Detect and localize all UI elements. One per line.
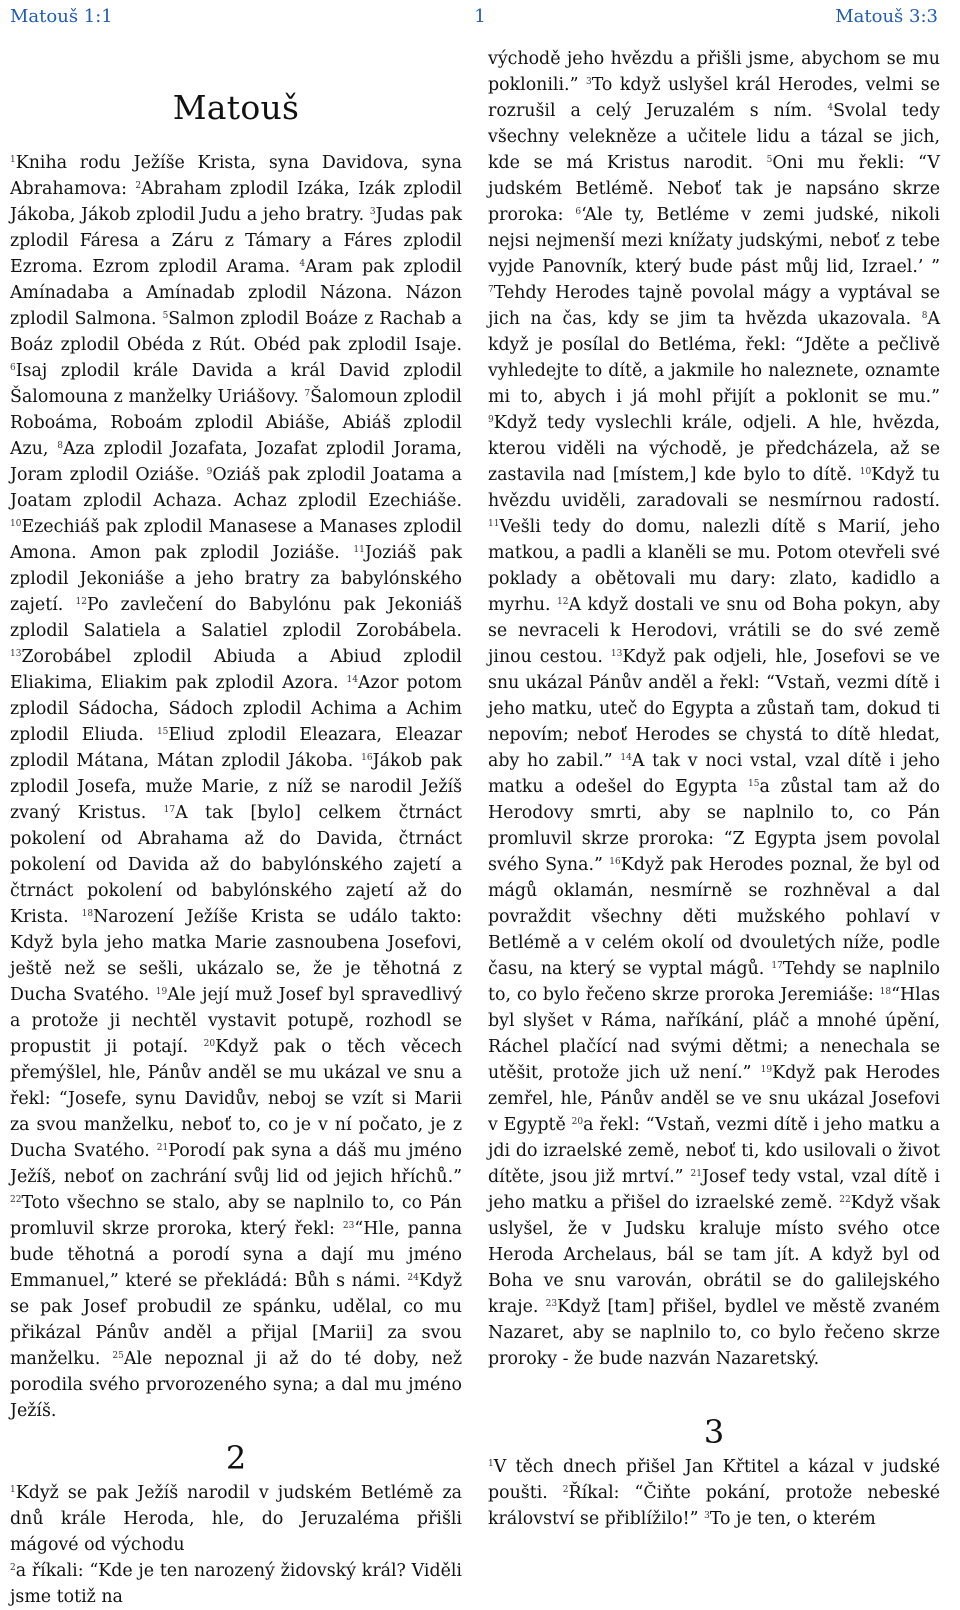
verse-text: V těch dnech přišel Jan Křtitel a kázal v judské poušti. <box>488 1457 940 1503</box>
chapter-2-paragraph-part-1 <box>10 1480 462 1558</box>
verse-text: Tehdy Herodes tajně povolal mágy a vyptával se jich na čas, kdy se jim ta hvězda ukazovala. <box>488 283 940 329</box>
verse-text: Vešli tedy do domu, nalezli dítě s Marií, jeho matkou, a padli a klaněli se mu. Potom otevřeli své poklady a obětovali mu dary: zlato, kadidlo a myrhu. <box>488 517 940 615</box>
verse-text: Ale nepoznal ji až do té doby, než porodila svého prvorozeného syna; a dal mu jméno Ježíš. <box>10 1349 462 1421</box>
verse-number: 13 <box>10 649 22 659</box>
verse-text: Svolal tedy všechny velekněze a učitele lidu a tázal se jich, kde se má Kristus narodit. <box>488 101 940 173</box>
verse <box>488 283 940 329</box>
verse-text: a říkali: “Kde je ten narozený židovský král? Viděli jsme totiž na <box>10 1561 462 1607</box>
verse-text: Isaj zplodil krále Davida a král David zplodil Šalomouna z manželky Uriášovy. <box>10 361 462 407</box>
verse-number: 3 <box>704 1511 710 1521</box>
verse-number: 1 <box>488 1459 494 1469</box>
verse-number: 6 <box>575 207 582 217</box>
verse-number: 6 <box>10 363 16 373</box>
verse-text: Když pak Herodes zemřel, hle, Pánův anděl se ve snu ukázal Josefovi v Egyptě <box>488 1063 940 1135</box>
verse-text: Judas pak zplodil Fáresa a Záru z Támary a Fáres zplodil Ezroma. Ezrom zplodil Arama. <box>10 205 462 277</box>
verse-text: Aza zplodil Jozafata, Jozafat zplodil Jorama, Joram zplodil Oziáše. <box>10 439 462 485</box>
verse-number: 17 <box>163 805 176 815</box>
verse-text: Když [tam] přišel, bydlel ve městě zvaném Nazaret, aby se naplnilo to, co bylo řečeno skrze proroky - že bude nazván Nazaretský. <box>488 1297 940 1369</box>
verse-text: Když pak Herodes poznal, že byl od mágů oklamán, nesmírně se rozhněval a dal povraždit všechny děti mužského pohlaví v Betlémě a v celém okolí od dvouletých níže, podle času, na který se vyptal mágů. <box>488 855 940 979</box>
verse-text: “Hle, panna bude těhotná a porodí syna a dají mu jméno Emmanuel,” které se překládá: Bůh s námi. <box>10 1219 462 1291</box>
verse-text: Oziáš pak zplodil Joatama a Joatam zplodil Achaza. Achaz zplodil Ezechiáše. <box>10 465 463 511</box>
verse-text: Eliud zplodil Eleazara, Eleazar zplodil Mátana, Mátan zplodil Jákoba. <box>10 725 462 771</box>
verse-number: 25 <box>112 1351 124 1361</box>
verse-text: Azor potom zplodil Sádocha, Sádoch zplodil Achima a Achim zplodil Eliuda. <box>10 673 462 745</box>
verse-text: a řekl: “Vstaň, vezmi dítě i jeho matku a jdi do izraelské země, neboť ti, kdo usilovali o život dítěte, jsou již mrtví.” <box>488 1115 940 1187</box>
verse-text: Když se pak Ježíš narodil v judském Betlémě za dnů krále Heroda, hle, do Jeruzaléma přišli mágové od východu <box>10 1483 462 1555</box>
verse-number: 4 <box>299 259 306 269</box>
verse-number: 2 <box>135 181 142 191</box>
verse-number: 7 <box>488 285 494 295</box>
verse-text: Když pak odjeli, hle, Josefovi se ve snu ukázal Pánův anděl a řekl: “Vstaň, vezmi dítě i jeho matku, uteč do Egypta a zůstaň tam, dokud ti nepovím; neboť Herodes se chystá to dítě hledat, aby ho zabil.” <box>488 647 940 771</box>
verse-text: Toto všechno se stalo, aby se naplnilo to, co Pán promluvil skrze proroka, který řekl: <box>10 1193 462 1239</box>
chapter-2-number: 2 <box>225 1439 247 1477</box>
verse-number: 5 <box>766 155 773 165</box>
verse-number: 19 <box>760 1065 773 1075</box>
verse-text: Jákob pak zplodil Josefa, muže Marie, z níž se narodil Ježíš zvaný Kristus. <box>10 751 462 823</box>
verse-text: ‘Ale ty, Betléme v zemi judské, nikoli nejsi nejmenší mezi knížaty judskými, neboť z tebe vyjde Panovník, který bude pást můj lid, Izrael.’ ” <box>488 205 940 277</box>
verse-number: 24 <box>407 1273 419 1283</box>
verse-text: A když je posílal do Betléma, řekl: “Jděte a pečlivě vyhledejte to dítě, a jakmile ho naleznete, oznamte mi to, abych i já mohl přijít a poklonit se mu.” <box>488 309 940 407</box>
header-reference-start: Matouš 1:1 <box>10 6 113 27</box>
verse-text: Když se pak Josef probudil ze spánku, udělal, co mu přikázal Pánův anděl a přijal [Marii] za svou manželku. <box>10 1271 462 1369</box>
verse-text: Porodí pak syna a dáš mu jméno Ježíš, neboť on zachrání svůj lid od jejich hříchů.” <box>10 1141 462 1187</box>
verse-number: 22 <box>839 1195 851 1205</box>
verse-text: To je ten, o kterém <box>709 1509 876 1529</box>
verse-number: 3 <box>369 207 376 217</box>
verse <box>10 1483 462 1555</box>
verse-text: Říkal: “Čiňte pokání, protože nebeské království se přiblížilo!” <box>488 1483 940 1529</box>
verse-text: Abraham zplodil Izáka, Izák zplodil Jákoba, Jákob zplodil Judu a jeho bratry. <box>10 179 462 225</box>
verse-number: 9 <box>206 467 213 477</box>
verse-text: Narození Ježíše Krista se událo takto: Když byla jeho matka Marie zasnoubena Josefovi, ještě než se sešli, ukázalo se, že je těhotná z Ducha Svatého. <box>10 907 462 1005</box>
verse-number: 8 <box>57 441 63 451</box>
verse-number: 12 <box>75 597 87 607</box>
verse <box>704 1509 876 1529</box>
verse-number: 2 <box>10 1563 16 1573</box>
verse-text: východě jeho hvězdu a přišli jsme, abychom se mu poklonili.” <box>488 49 940 95</box>
verse-text: Josef tedy vstal, vzal dítě i jeho matku a přišel do izraelské země. <box>488 1167 940 1213</box>
verse-number: 15 <box>748 779 760 789</box>
verse-number: 20 <box>203 1039 216 1049</box>
verse-number: 3 <box>585 77 592 87</box>
verse-number: 1 <box>10 1485 16 1495</box>
verse-number: 18 <box>81 909 94 919</box>
verse-number: 12 <box>557 597 569 607</box>
verse-text: Když však uslyšel, že v Judsku kraluje místo svého otce Heroda Archelaus, bál se tam jít. A když byl od Boha ve snu varován, obrátil se do galilejského kraje. <box>488 1193 941 1317</box>
verse-text: A tak [bylo] celkem čtrnáct pokolení od Abrahama až do Davida, čtrnáct pokolení od Davida až do babylónského zajetí a čtrnáct pokolení od babylónského zajetí až do Krista. <box>10 803 462 927</box>
verse-text: Když tedy vyslechli krále, odjeli. A hle, hvězda, kterou viděli na východě, je předcházela, až se zastavila nad [místem,] kde bylo to dítě. <box>488 413 940 485</box>
verse-number: 19 <box>155 987 168 997</box>
verse-number: 20 <box>571 1117 584 1127</box>
header-reference-end: Matouš 3:3 <box>835 6 938 27</box>
chapter-3-number: 3 <box>703 1413 725 1451</box>
verse-text: A tak v noci vstal, vzal dítě i jeho matku a odešel do Egypta <box>488 751 940 797</box>
verse-number: 22 <box>10 1195 22 1205</box>
verse-number: 7 <box>304 389 311 399</box>
text-column-left <box>10 40 463 1607</box>
running-header <box>0 0 960 34</box>
chapter-2-paragraph-part-2 <box>488 46 940 1372</box>
verse-number: 11 <box>488 519 500 529</box>
verse-number: 13 <box>610 649 623 659</box>
verse-text: Zorobábel zplodil Abiuda a Abiud zplodil Eliakima, Eliakim pak zplodil Azora. <box>10 647 462 693</box>
verse-text: Oni mu řekli: “V judském Betlémě. Neboť tak je napsáno skrze proroka: <box>488 153 940 225</box>
verse-text: “Hlas byl slyšet v Ráma, naříkání, pláč a mnohé úpění, Ráchel plačící nad svými dětmi; a nenechala se utěšit, protože jich už není.” <box>488 985 940 1083</box>
book-title: Matouš <box>172 88 300 127</box>
verse-number: 15 <box>156 727 169 737</box>
chapter-1-paragraph <box>10 150 462 1424</box>
verse-text: Aram pak zplodil Amínadaba a Amínadab zplodil Názona. Názon zplodil Salmona. <box>10 257 462 329</box>
verse-text: Kniha rodu Ježíše Krista, syna Davidova, syna Abrahamova: <box>10 153 462 199</box>
verse-text: a zůstal tam až do Herodovy smrti, aby se naplnilo to, co Pán promluvil skrze proroka: “Z Egypta jsem povolal svého Syna.” <box>488 777 940 875</box>
verse-text: Když tu hvězdu uviděli, zaradovali se nesmírnou radostí. <box>488 465 940 511</box>
verse-number: 8 <box>921 311 928 321</box>
verse-number: 21 <box>690 1169 702 1179</box>
verse <box>10 1561 462 1607</box>
verse <box>488 1297 940 1369</box>
verse-number: 23 <box>342 1221 355 1231</box>
verse-number: 10 <box>859 467 872 477</box>
verse-text: Když pak o těch věcech přemýšlel, hle, Pánův anděl se mu ukázal ve snu a řekl: “Josefe, synu Davidův, neboj se vzít si Marii za svou manželku, neboť to, co je v ní počato, je z Ducha Svatého. <box>10 1037 462 1161</box>
verse-text: Tehdy se naplnilo to, co bylo řečeno skrze proroka Jeremiáše: <box>488 959 940 1005</box>
verse-text: Po zavlečení do Babylónu pak Jekoniáš zplodil Salatiela a Salatiel zplodil Zorobábela. <box>10 595 462 641</box>
verse-number: 23 <box>545 1299 558 1309</box>
text-column-right <box>488 46 940 1602</box>
verse-number: 16 <box>361 753 373 763</box>
verse-number: 16 <box>609 857 621 867</box>
verse-text: Ezechiáš pak zplodil Manasese a Manases zplodil Amona. Amon pak zplodil Joziáše. <box>10 517 462 563</box>
verse-text: A když dostali ve snu od Boha pokyn, aby se nevraceli k Herodovi, vrátili se do své země jinou cestou. <box>488 595 940 667</box>
verse-number: 18 <box>879 987 892 997</box>
chapter-2-paragraph-part-1b <box>10 1558 462 1610</box>
verse-number: 11 <box>353 545 365 555</box>
verse-number: 1 <box>10 155 16 165</box>
chapter-3-paragraph <box>488 1454 940 1532</box>
verse-text: Joziáš pak zplodil Jekoniáše a jeho bratry za babylónského zajetí. <box>10 543 462 615</box>
verse-text: Salmon zplodil Boáze z Rachab a Boáz zplodil Obéda z Rút. Obéd pak zplodil Isaje. <box>10 309 462 355</box>
verse-number: 2 <box>562 1485 569 1495</box>
verse <box>10 595 462 641</box>
verse-number: 4 <box>827 103 834 113</box>
page-number: 1 <box>474 6 486 27</box>
verse-text: Šalomoun zplodil Roboáma, Roboám zplodil Abiáše, Abiáš zplodil Azu, <box>10 387 462 459</box>
verse-text: Ale její muž Josef byl spravedlivý a protože ji nechtěl vystavit potupě, rozhodl se propustit ji potají. <box>10 985 462 1057</box>
verse-number: 14 <box>346 675 358 685</box>
verse-number: 17 <box>771 961 783 971</box>
verse-number: 14 <box>620 753 632 763</box>
verse-number: 5 <box>162 311 169 321</box>
verse-number: 9 <box>488 415 494 425</box>
verse-number: 21 <box>156 1143 169 1153</box>
verse-number: 10 <box>10 519 22 529</box>
verse-text: To když uslyšel král Herodes, velmi se rozrušil a celý Jeruzalém s ním. <box>488 75 940 121</box>
